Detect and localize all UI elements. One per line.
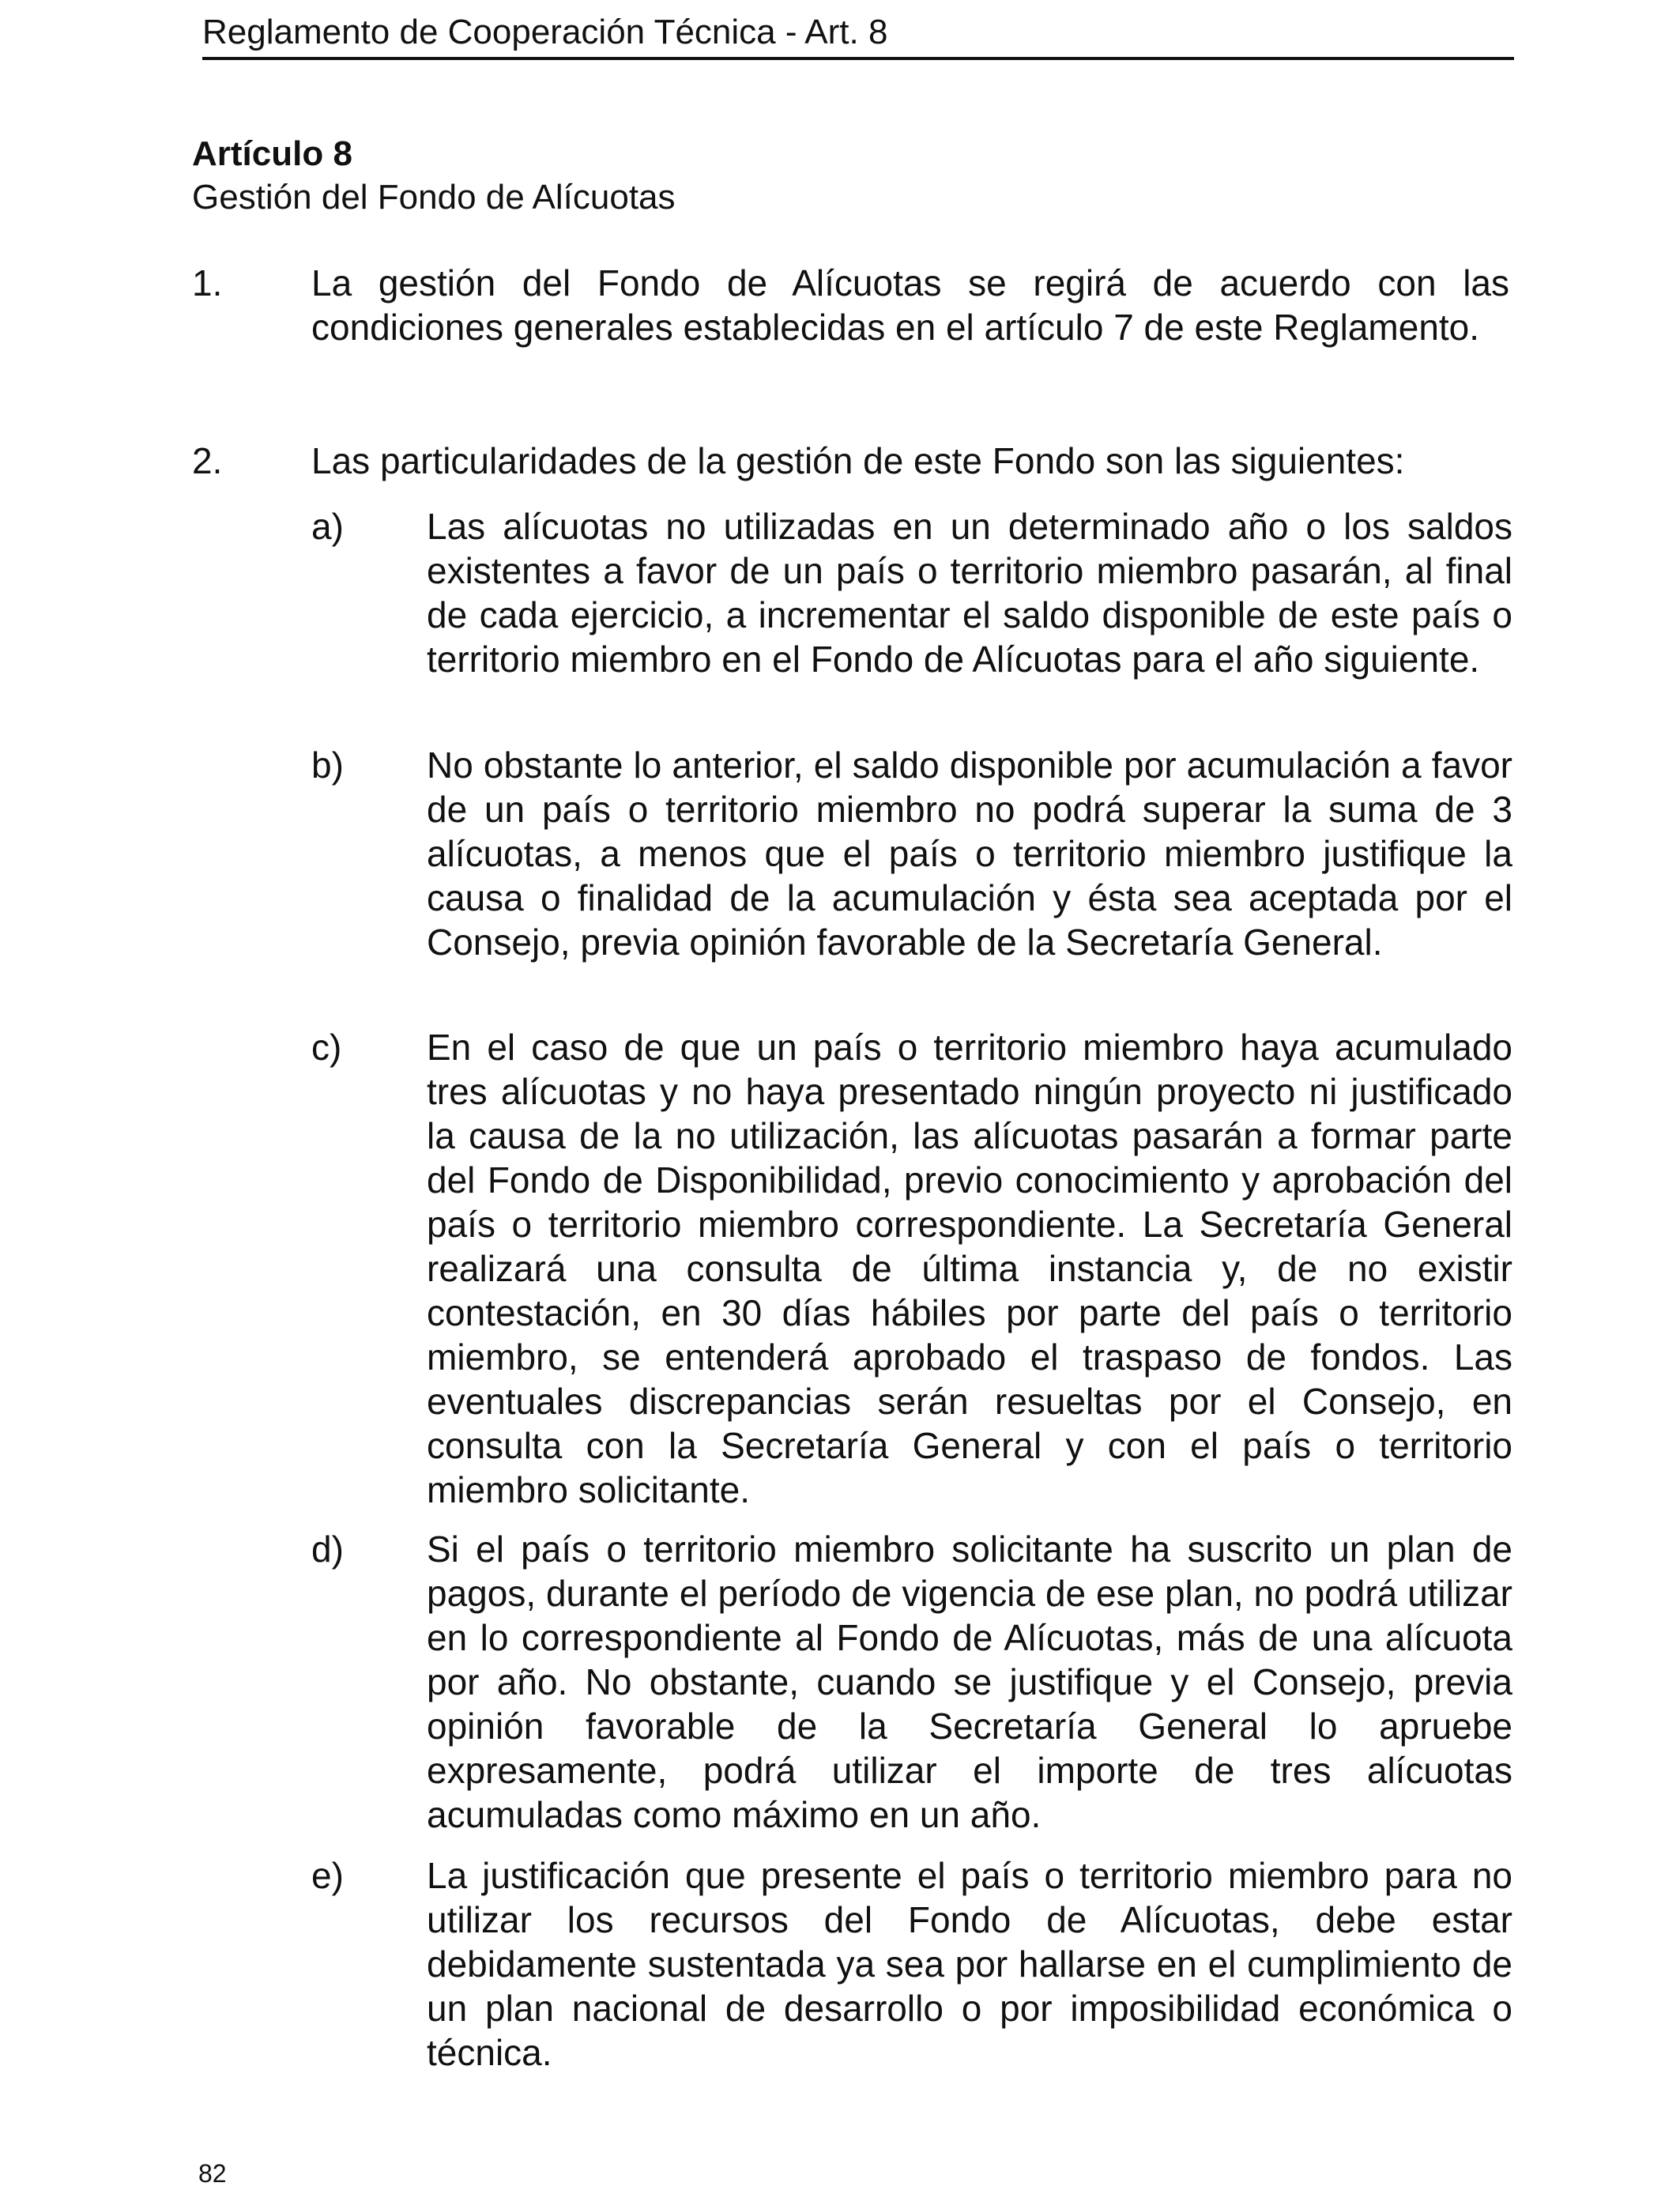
- subitem-letter: e): [311, 1855, 344, 1896]
- subitem-text: Si el país o territorio miembro solicitante ha suscrito un plan de pagos, durante el período de vigencia de ese plan, no podrá utilizar en lo correspondiente al Fondo de Alícuotas, más de una alícuota por año. No obstante, cuando se justifique y el Consejo, previa opinión favorable de la Secretaría General lo apruebe expresamente, podrá utilizar el importe de tres alícuotas acumuladas como máximo en un año.: [427, 1529, 1512, 1835]
- subitem-letter: c): [311, 1027, 342, 1068]
- item-text: La gestión del Fondo de Alícuotas se regirá de acuerdo con las condiciones generales establecidas en el artículo 7 de este Reglamento.: [311, 262, 1509, 348]
- page-number: 82: [198, 2159, 227, 2188]
- item-text: Las particularidades de la gestión de este Fondo son las siguientes:: [311, 440, 1405, 481]
- subitem-text: Las alícuotas no utilizadas en un determinado año o los saldos existentes a favor de un país o territorio miembro pasarán, al final de cada ejercicio, a incrementar el saldo disponible de este país o territorio miembro en el Fondo de Alícuotas para el año siguiente.: [427, 506, 1512, 680]
- subitem-text: La justificación que presente el país o territorio miembro para no utilizar los recursos del Fondo de Alícuotas, debe estar debidamente sustentada ya sea por hallarse en el cumplimiento de un plan nacional de desarrollo o por imposibilidad económica o técnica.: [427, 1855, 1512, 2073]
- subitem-letter: a): [311, 506, 344, 547]
- running-header: Reglamento de Cooperación Técnica - Art. 8: [202, 8, 1514, 60]
- subitem-letter: d): [311, 1529, 344, 1570]
- subitem-letter: b): [311, 745, 344, 786]
- subitem-text: En el caso de que un país o territorio miembro haya acumulado tres alícuotas y no haya presentado ningún proyecto ni justificado la causa de la no utilización, las alícuotas pasarán a formar parte del Fondo de Disponibilidad, previo conocimiento y aprobación del país o territorio miembro correspondiente. La Secretaría General realizará una consulta de última instancia y, de no existir contestación, en 30 días hábiles por parte del país o territorio miembro, se entenderá aprobado el traspaso de fondos. Las eventuales discrepancias serán resueltas por el Consejo, en consulta con la Secretaría General y con el país o territorio miembro solicitante.: [427, 1027, 1512, 1510]
- article-heading: Artículo 8: [192, 134, 352, 173]
- item-number: 2.: [192, 440, 223, 481]
- item-number: 1.: [192, 262, 223, 303]
- article-subtitle: Gestión del Fondo de Alícuotas: [192, 178, 676, 217]
- subitem-text: No obstante lo anterior, el saldo disponible por acumulación a favor de un país o territorio miembro no podrá superar la suma de 3 alícuotas, a menos que el país o territorio miembro justifique la causa o finalidad de la acumulación y ésta sea aceptada por el Consejo, previa opinión favorable de la Secretaría General.: [427, 745, 1512, 963]
